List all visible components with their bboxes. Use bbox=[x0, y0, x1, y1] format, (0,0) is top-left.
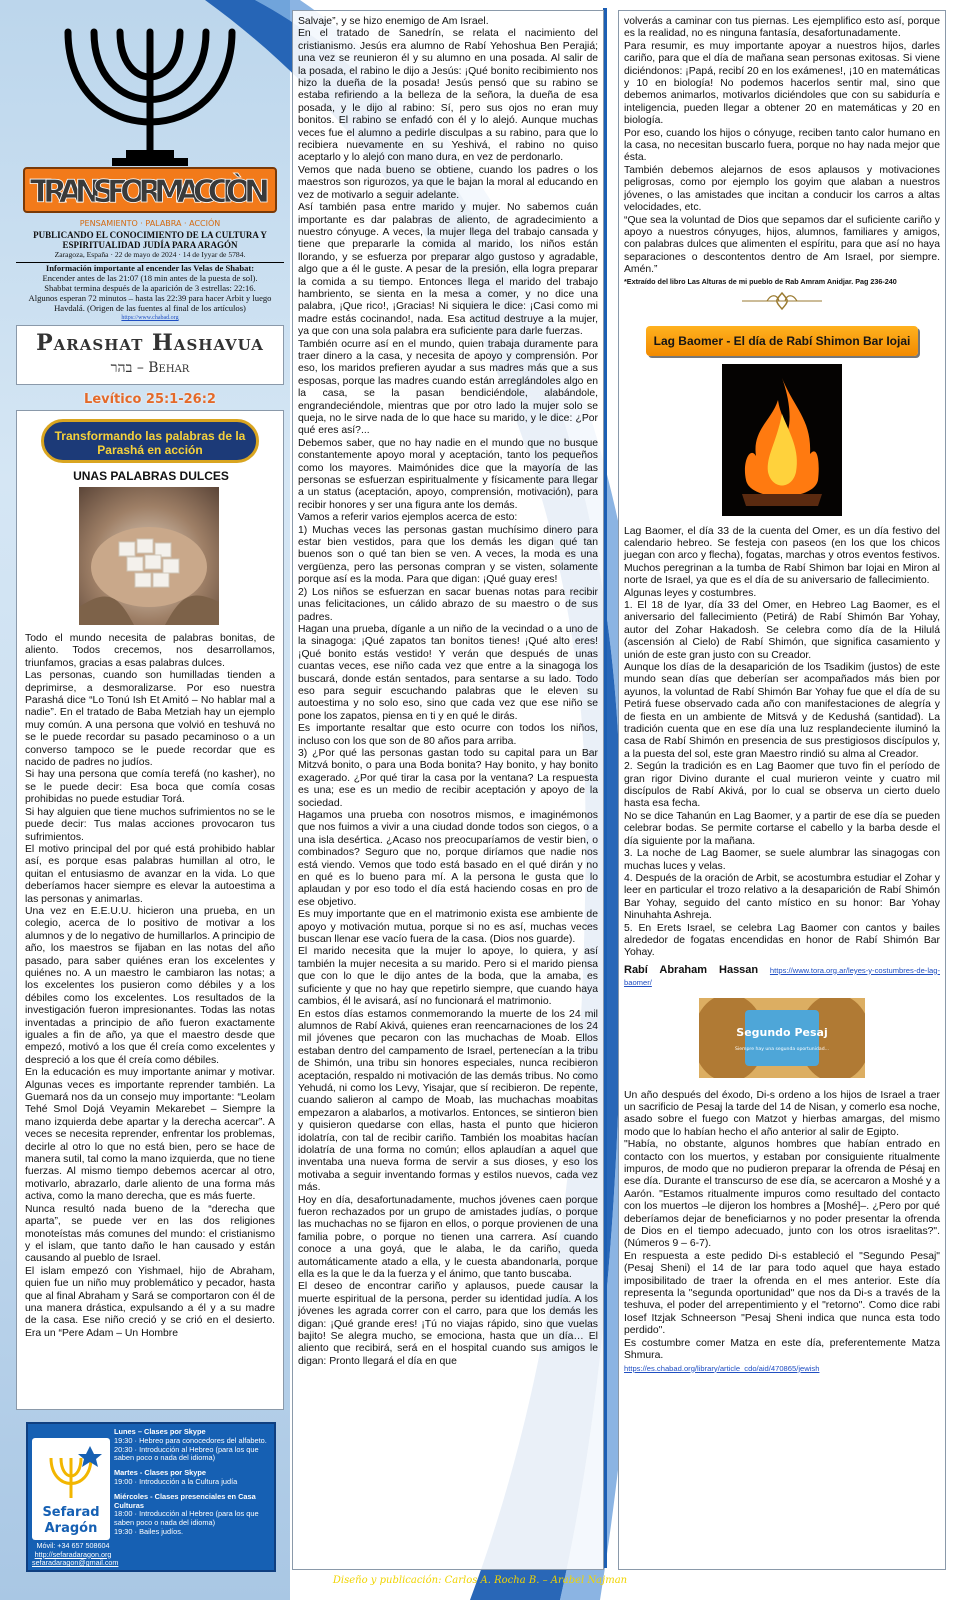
parasha-title: Parashat Hashavua bbox=[36, 330, 264, 356]
parasha-reference: Levítico 25:1-26:2 bbox=[84, 392, 216, 407]
article-paragraph: Así también pasa entre marido y mujer. No sabemos cuán importante es dar palabras de aliento, de agradecimiento a nuestro cónyuge. A veces, la mujer llega del trabajo cansada y tiene que prepararle la comida al marido, los niños están llorando, y se esfuerza por preparar algo gustoso y agradable, algo que a él le guste. A pesar de la presión, ella logra preparar la comida a su tiempo. Entonces llega el marido del trabajo hambriento, se sienta en la mesa a comer, y no dice una palabra, ¡Que rico!, ¡Gracias! Ni siquiera le dice: ¡Casi como mi madre estás cocinando!, nada. Esa actitud destruye a la mujer, ya que con una sola palabra era suficiente para darle fuerzas. bbox=[298, 202, 598, 338]
article-paragraph: 2) Los niños se esfuerzan en sacar buenas notas para recibir unas felicitaciones, un cálido abrazo de su maestro o de sus padres. bbox=[298, 586, 598, 623]
article-paragraph: Hagamos una prueba con nosotros mismos, e imaginémonos que nos fuimos a vivir a una ciudad donde todos son ciegos, o a una isla desértica. ¿Acaso nos preocuparíamos de vestir bien, o combinados? Seguro que no, porque diríamos que nadie nos está viendo. Vemos que todo está basado en el qué dirán y no en qué es lo bueno para mí. A la persona le gusta que lo aplaudan y por eso todo el día está haciendo cosas en pro de ese objetivo. bbox=[298, 810, 598, 908]
pesaj-link[interactable]: https://es.chabad.org/library/article_cdo/aid/470865/jewish bbox=[624, 1363, 820, 1373]
article-paragraph: 3) ¿Por qué las personas gastan todo su capital para un Bar Mitzvá bonito, o para una Boda bonita? Hay bonito, y hay bonito exagerado. ¿Por qué tirar la casa por la ventana? La respuesta es una; ese es un medio de recibir aceptación y apoyo de la sociedad. bbox=[298, 747, 598, 809]
article-paragraph: El deseo de encontrar cariño y aplausos, puede causar la muerte espiritual de la persona, perder su identidad judía. A los jóvenes les agrada correr con el carro, para que los demás les digan: ¡Qué grande eres! ¡Tú no viajas rápido, sino que vuelas bajito! Se alegra mucho, se emociona, hasta que un día… El aliento que recibirá, será en el hospital cuando sus amigos le digan: Pronto llegará el día en que bbox=[298, 1281, 598, 1367]
class-schedule bbox=[114, 1428, 274, 1537]
monday-title: Lunes – Clases por Skype bbox=[114, 1427, 206, 1436]
article-banner: Transformando las palabras de la Parashá en acción bbox=[41, 419, 259, 463]
article-paragraph: Todo el mundo necesita de palabras bonitas, de aliento. Todos crecemos, nos desarrollamos, triunfamos, gracias a esas palabras dulces. bbox=[25, 633, 275, 669]
segundo-pesaj-image bbox=[699, 998, 865, 1078]
parasha-box bbox=[16, 325, 284, 385]
wednesday-title: Miércoles - Clases presenciales en Casa Culturas bbox=[114, 1491, 256, 1510]
article-conclusion bbox=[624, 16, 940, 277]
logo-tagline: PENSAMIENTO · PALABRA · ACCIÓN bbox=[79, 219, 221, 228]
article-paragraph: Hoy en día, desafortunadamente, muchos jóvenes caen porque fueron rechazados por un grupo de amistades judías, o porque las muchachas no se fijaron en ellos, o porque provienen de una familia pobre, o porque no tienen una carrera. Así cuando conoce a una goyá, que le alaba, le da cariño, queda automáticamente atado a ella, y le cuesta abandonarla, porque ella es la que le da la fuerza y el ánimo, que tanto buscaba. bbox=[298, 1194, 598, 1281]
parasha-hebrew: בהר bbox=[110, 360, 133, 376]
article-subheading: UNAS PALABRAS DULCES bbox=[73, 469, 229, 483]
article-paragraph: Si hay una persona que comía terefá (no kasher), no se le puede decir: Esa boca que comía cosas prohibidas no puede estudiar Torá. bbox=[25, 769, 275, 806]
wednesday-class-2: 19:30 · Bailes judíos. bbox=[114, 1526, 184, 1536]
article-paragraph: Es importante resaltar que esto ocurre con todos los niños, incluso con los que son de 80 años para arriba. bbox=[298, 723, 598, 747]
monday-class-1: 19:30 · Hebreo para conocedores del alfabeto. bbox=[114, 1435, 267, 1445]
sefarad-logo bbox=[32, 1438, 110, 1540]
lag-paragraph: Lag Baomer, el día 33 de la cuenta del Omer, es un día festivo del calendario hebreo. Se festeja con paseos (en los que los chicos juegan con arco y flecha), fogatas, marchas y otros eventos festivos. Muchos peregrinan a la tumba de Rabí Shimon bar Iojai en Miron al norte de Israel, ya que es el día de su aniversario de fallecimiento. bbox=[624, 525, 940, 587]
article-paragraph: Nunca resultó nada bueno de la “derecha que aparta”, se puede ver en las dos religiones monoteístas más comunes del mundo: el cristianismo y el islam, que tanto daño le han causado y están causando al pueblo de Israel. bbox=[25, 1203, 275, 1265]
article-paragraph: Si hay alguien que tiene muchos sufrimientos no se le puede decir: Tus malas acciones provocaron tus sufrimientos. bbox=[25, 806, 275, 843]
logo-aragon: Aragón bbox=[44, 1521, 98, 1536]
lag-attribution bbox=[624, 964, 940, 990]
lag-paragraph: 3. La noche de Lag Baomer, se suele alumbrar las sinagogas con muchas luces y velas. bbox=[624, 848, 940, 872]
candles-line: Encender antes de las 21:07 (18 min antes de la puesta de sol). bbox=[42, 273, 258, 283]
publication-line: PUBLICANDO EL CONOCIMIENTO DE LA CULTURA Y ESPIRITUALIDAD JUDÍA PARA ARAGÓN bbox=[33, 230, 267, 250]
article-paragraph: volverás a caminar con tus piernas. Les ejemplifico esto así, porque es la realidad, no es ninguna fantasía, desafortunadamente. bbox=[624, 16, 940, 40]
lag-paragraph: Aunque los días de la desaparición de los Tsadikim (justos) de este mundo sean días que deberían ser acompañados más bien por ayunos, la voluntad de Rabí Shimón Bar Yohay fue que el día de su Petirá fuese observado cada año con manifestaciones de alegría y de fiesta en un ambiente de Mitsvá y de Kedushá (santidad). La tradición cuenta que en ese día una luz resplandeciente iluminó la casa de Rabí Shimón en presencia de sus prestigiosos discípulos y, a la puesta del sol, este gran Maestro rindió su alma al Creador. bbox=[624, 662, 940, 760]
article-paragraph: Las personas, cuando son humilladas tienden a deprimirse, a desmoralizarse. Por eso nuestra Parashá dice “Lo Tonú Ish Et Amitó – No hablar mal a nadie”. En el tratado de Baba Metziah hay un ejemplo muy común. A una persona que volvió en teshuvá no se le puede recordar su pasado pecaminoso o a un converso tampoco se le puede recordar que es nacido de padres no judíos. bbox=[25, 670, 275, 769]
article-paragraph: El motivo principal del por qué está prohibido hablar así, es porque esas palabras humillan al otro, le quitan el entusiasmo de avanzar en la vida. Lo que deberíamos hacer siempre es elevar la autoestima a las personas y animarlas. bbox=[25, 843, 275, 905]
article-paragraph: En el tratado de Sanedrín, se relata el nacimiento del cristianismo. Jesús era alumno de Rabí Yehoshua Ben Perajiá; una vez se reunieron él y su alumno en una posada. Al salir de la posada, el rabino le dijo a Jesús: ¡Qué bonito recibimiento nos hizo la dueña de la posada! Jesús pensó que su rabino se estaba refiriendo a la belleza de la señora, la dueña de esa posada, y le dijo al rabino: Sí, pero sus ojos no eran muy bonitos. El rabino se enfadó con él y lo alejó. Aunque muchas veces fue el alumno a pedirle disculpas a su rabino, para que lo recibiera nuevamente en su Yeshivá, el rabino no quiso aceptarlo y lo alejó con mano dura, en vez de perdonarlo. bbox=[298, 28, 598, 164]
wednesday-class-1: 18:00 · Introducción al Hebreo (para los que saben poco o nada del idioma) bbox=[114, 1509, 259, 1528]
article-paragraph: En la educación es muy importante animar y motivar. Algunas veces es importante reprender también. La Guemará nos da un consejo muy importante: “Leolam Tehé Smol Dojá Veyamin Mekarebet – Siempre la mano izquierda debe apartar y la derecha acercar”. A veces se necesita reprender, enfrentar los problemas, decirle al otro lo que no está bien, pero se hace de manera sutil, tal como la mano izquierda, que no tiene fuerzas. Al mismo tiempo debemos acercar al otro, motivarlo, abrazarlo, darle aliento de una forma más activa, como la mano derecha, que es más fuerte. bbox=[25, 1067, 275, 1203]
article-paragraph: “Que sea la voluntad de Dios que sepamos dar el suficiente cariño y apoyo a nuestros cónyuges, hijos, alumnos, familiares y amigos, con palabras dulces que alimenten el espíritu, para que así no haya separaciones o descontentos dentro de Am Israel, por siempre. Amén.” bbox=[624, 214, 940, 276]
footer-credit: Diseño y publicación: Carlos A. Rocha B. – Arabel Najman bbox=[332, 1575, 628, 1586]
masthead-logo bbox=[16, 12, 284, 234]
article-paragraph: El islam empezó con Yishmael, hijo de Abraham, quien fue un niño muy problemático y pecador, hasta que al final Abraham y Sará se comportaron con él de una manera drástica, expulsando a él y a su madre de la casa. Ese niño creció y se crió en el desierto. Era un “Pere Adam – Un Hombre bbox=[25, 1265, 275, 1339]
menorah-logo bbox=[16, 12, 284, 234]
middle-article-body bbox=[298, 16, 598, 1566]
lag-paragraph: 5. En Erets Israel, se celebra Lag Baomer con cantos y bailes alrededor de fogatas encendidas en honor de Rabí Shimón Bar Yohay. bbox=[624, 922, 940, 959]
article-paragraph: Salvaje”, y se hizo enemigo de Am Israel. bbox=[298, 16, 489, 27]
right-column bbox=[624, 16, 940, 1375]
tuesday-title: Martes - Clases por Skype bbox=[114, 1468, 207, 1478]
ornament-divider bbox=[737, 290, 827, 312]
bonfire-photo bbox=[722, 364, 842, 516]
logo-sefarad: Sefarad bbox=[42, 1505, 100, 1520]
article-paragraph: Debemos saber, que no hay nadie en el mundo que no busque constantemente apoyo moral y aceptación, tanto los pequeños como los mayores. Maimónides dice que la mayoría de las personas se esfuerzan espiritualmente y físicamente para llegar a un status (aceptación, apoyo, comprensión, motivación), para recibir honores y ser una figura ante los demás. bbox=[298, 437, 598, 511]
parasha-dash: – bbox=[136, 360, 144, 376]
sefarad-contact bbox=[32, 1541, 119, 1568]
lag-paragraph: Algunas leyes y costumbres. bbox=[624, 587, 757, 599]
sefarad-email[interactable]: sefaradaragon@gmail.com bbox=[32, 1558, 119, 1567]
article-paragraph: 1) Muchas veces las personas gastan muchísimo dinero para estar bien vestidos, para que los demás les digan qué tan buenos son o qué tan bien se ven. A veces, la moda es una vergüenza, pero las personas compran y se visten, solamente porque así es la moda. Para que digan: ¡Qué guay eres! bbox=[298, 524, 598, 586]
lag-baomer-banner: Lag Baomer - El día de Rabí Shimon Bar Iojai bbox=[646, 326, 918, 356]
havdala-line: Algunos esperan 72 minutos – hasta las 22:39 para hacer Arbit y luego Havdalá. (Origen de las fuentes al final de los artículos) bbox=[28, 293, 272, 313]
pesaj-paragraph: En respuesta a este pedido Di-s estableció el "Segundo Pesaj" (Pesaj Sheni) el 14 de Iar para todo aquel que haya estado imposibilitado de traer la ofrenda en el mes anterior. Este día representa la "segunda oportunidad" que nos da Di-s a través de la teshuva, el poder del arrepentimiento y el "retorno". Como dice rabi Iosef Itzjak Schneerson "Pesaj Sheni indica que nunca esta todo perdido". bbox=[624, 1250, 940, 1337]
candles-info: Información importante al encender las Velas de Shabat: bbox=[16, 262, 284, 273]
monday-class-2: 20:30 · Introducción al Hebreo (para los que saben poco o nada del idioma) bbox=[114, 1444, 259, 1463]
sefarad-web[interactable]: http://sefaradaragon.org bbox=[34, 1549, 112, 1559]
tuesday-class-1: 19:00 · Introducción a la Cultura judía bbox=[114, 1476, 238, 1486]
parasha-name: Behar bbox=[148, 360, 190, 376]
article-paragraph: Hagan una prueba, díganle a un niño de la vecindad o a uno de la sinagoga: ¡Qué zapatos tan bonitos tienes! ¡Qué alto eres! ¡Qué bonito estás vestido! Y verán que después de unas cuantas veces, ese niño cada vez que entre a la sinagoga los buscará, donde están sentados, para sentarse a su lado. Todo eso para seguir escuchando palabras que le eleven su autoestima y no solo eso, sino que cada vez que ese niño se pone los zapatos, piensa en ti y en qué le dirás. bbox=[298, 623, 598, 722]
segundo-pesaj-body bbox=[624, 1090, 940, 1363]
article-paragraph: También debemos alejarnos de esos aplausos y motivaciones peligrosas, como por ejemplo los goyim que alaban a nuestros jóvenes, o las amistades que incitan a conducir los carros a altas velocidades, etc. bbox=[624, 164, 940, 214]
lag-paragraph: 2. Según la tradición es en Lag Baomer que tuvo fin el período de gran rigor Divino durante el cual murieron veinte y cuatro mil discípulos de Rabí Akivá, por lo cual se observa un cierto duelo hasta esa fecha. bbox=[624, 761, 940, 810]
article-paragraph: Vamos a referir varios ejemplos acerca de esto: bbox=[298, 512, 518, 524]
pesaj-image-title: Segundo Pesaj bbox=[736, 1025, 828, 1039]
article-paragraph: Vemos que nada bueno se obtiene, cuando los padres o los maestros son rigurozos, ya que le bajan la moral al educando en vez de motivarlo a seguir adelante. bbox=[298, 164, 598, 201]
article-paragraph: En estos días estamos conmemorando la muerte de los 24 mil alumnos de Rabí Akivá, quienes eran reencarnaciones de los 24 mil jóvenes que pecaron con las muchachas de Moab. Ellos estaban dentro del campamento de Israel, pertenecían a la tribu de Shimón, una tribu sin honores especiales, nunca recibieron aceptación, respaldo ni motivación de las demás tribus. No como Yehudá, ni como los Levy, Yisajar, que sí recibieron. De repente, cuando salieron al campo de Moab, las muchachas moabitas empezaron a alabarlos, a motivarlos. Entonces, se sintieron bien y quisieron quedarse con ellas, hasta el punto que hicieron idolatría, con tal de recibir cariño. También los moabitas hacían idolatría de una forma no común; ellos aplaudían a aquel que inventaba una nueva forma de servir a sus dioses, y eso los motivaba a seguir inventando formas y estilos nuevos, cada vez más. bbox=[298, 1008, 598, 1194]
pesaj-paragraph: "Había, no obstante, algunos hombres que habían entrado en contacto con los muertos, y estaban por consiguiente ritualmente impuros, de modo que no pudieron preparar la ofrenda de Pésaj en ese día. Durante el transcurso de ese día, se acercaron a Moshé y a Aarón. "Estamos ritualmente impuros como resultado del contacto con los muertos –le dijeron los hombres a [Moshé]–. ¿Pero por qué deberíamos dejar de beneficiarnos y no poder presentar la ofrenda de Dios en el tiempo adecuado, junto con los otros israelitas?". (Números 9 – 6-7). bbox=[624, 1139, 940, 1250]
article-paragraph: Una vez en E.E.U.U. hicieron una prueba, en un colegio, acerca de lo positivo de motivar a los alumnos y de lo negativo de humillarlos. A principio de año, los maestros se fijaban en las notas del año pasado, para saber quiénes eran los excelentes y quiénes no. A un maestro le cambiaron las notas; a los excelentes los pusieron como débiles y a los débiles como los excelentes. Los resultados de la investigación fueron impresionantes. Todas las notas inventadas a principio de año fueron exactamente iguales a fin de año, ya que el maestro desde que empezó, motivó a los que él creía como excelentes y despreció a los que él creía como débiles. bbox=[25, 905, 275, 1066]
sefarad-phone: Móvil: +34 657 508604 bbox=[36, 1541, 110, 1550]
source-link[interactable]: https://www.chabad.org bbox=[121, 315, 179, 321]
sweets-photo bbox=[79, 487, 219, 625]
article-paragraph: Es muy importante que en el matrimonio exista ese ambiente de apoyo y motivación mutua, porque si no es así, muchas veces buscan llenar ese vacío fuera de la casa. (Dios nos guarde). bbox=[298, 909, 598, 946]
date-line: Zaragoza, España · 22 de mayo de 2024 · 14 de Iyyar de 5784. bbox=[54, 250, 246, 259]
lag-paragraph: 1. El 18 de Iyar, día 33 del Omer, en Hebreo Lag Baomer, es el aniversario del fallecimiento (Petirá) de Rabí Shimón Bar Yohay, autor del Zohar Hakadosh. Se celebra como día de la Hilulá (ascensión al Cielo) de Rabí Shimón, que significa casamiento y unión de este gran justo con su Creador. bbox=[624, 599, 940, 661]
article-paragraph: El marido necesita que la mujer lo apoye, lo quiera, y así también la mujer necesita a su marido. Pero si el marido piensa que con lo que le dijo antes de la boda, que la amaba, es suficiente y que no hay que repetirlo siempre, que cuando haya cambios, él le avisará, así no funcionará el matrimonio. bbox=[298, 946, 598, 1008]
article-paragraph: Para resumir, es muy importante apoyar a nuestros hijos, darles cariño, para que el día de mañana sean personas exitosas. Si viene diciéndonos: ¡Papá, recibí 20 en los exámenes!, ¡10 en matemáticas y 10 en biología! No podemos hacerlos sentir mal, sino que debemos animarlos, motivarlos diciéndoles que con su sabiduría e inteligencia, pueden llegar a obtener 20 en matemáticas y 20 en biología. bbox=[624, 40, 940, 127]
parasha-subtitle bbox=[17, 360, 283, 377]
shabbat-end: Shabbat termina después de la aparición de 3 estrellas: 22:16. bbox=[44, 283, 256, 293]
lag-paragraph: 4. Después de la oración de Arbit, se acostumbra estudiar el Zohar y leer en particular el trozo relativo a la desaparición de Rabí Shimón Bar Yohay, seguido del canto místico en su honor: Bar Yohay Ninuhahta Ashreja. bbox=[624, 872, 940, 922]
left-article-body bbox=[25, 633, 275, 1415]
source-note: *Extraído del libro Las Alturas de mi pueblo de Rab Amram Anidjar. Pag 236-240 bbox=[624, 276, 897, 286]
lag-link[interactable]: https://www.tora.org.ar/leyes-y-costumbres-de-lag-baomer/ bbox=[624, 965, 940, 988]
pesaj-image-sub: Siempre hay una segunda oportunidad... bbox=[735, 1046, 829, 1052]
lag-paragraph: No se dice Tahanún en Lag Baomer, y a partir de ese día se pueden celebrar bodas. Se permite cortarse el cabello y la barba desde el día siguiente por la mañana. bbox=[624, 810, 940, 847]
sefarad-aragon-box bbox=[26, 1422, 276, 1572]
pesaj-paragraph: Es costumbre comer Matza en este día, preferentemente Matza Shmura. bbox=[624, 1337, 940, 1362]
lag-baomer-body bbox=[624, 526, 940, 960]
pesaj-paragraph: Un año después del éxodo, Di-s ordeno a los hijos de Israel a traer un sacrificio de Pesaj la tarde del 14 de Nisan, y comerlo esa noche, asado sobre el fuego con Matzot y hierbas amargas, del mismo modo que lo habían hecho el año anterior al salir de Egipto. bbox=[624, 1089, 940, 1138]
lag-author: Rabí Abraham Hassan bbox=[624, 963, 759, 976]
article-paragraph: Por eso, cuando los hijos o cónyuge, reciben tanto calor humano en la casa, no necesitan buscarlo fuera, porque no hay nada mejor que ésta. bbox=[624, 127, 940, 164]
publication-info bbox=[16, 230, 284, 323]
article-paragraph: También ocurre así en el mundo, quien trabaja duramente para traer dinero a la casa, y necesita de apoyo y comprensión. Por eso, los maridos prefieren ayudar a sus madres más que a sus esposas, porque las madres cuando están arreglándoles algo en la casa, se la pasan bendiciéndole, alabándole, engrandeciéndole, mientras que por otro lado la mujer solo se queja, no le sirve nada de lo que hace su marido, y le dice: ¿Por qué eres así?... bbox=[298, 338, 598, 437]
logo-word: TRANSFORMACCIÒN bbox=[30, 174, 270, 210]
